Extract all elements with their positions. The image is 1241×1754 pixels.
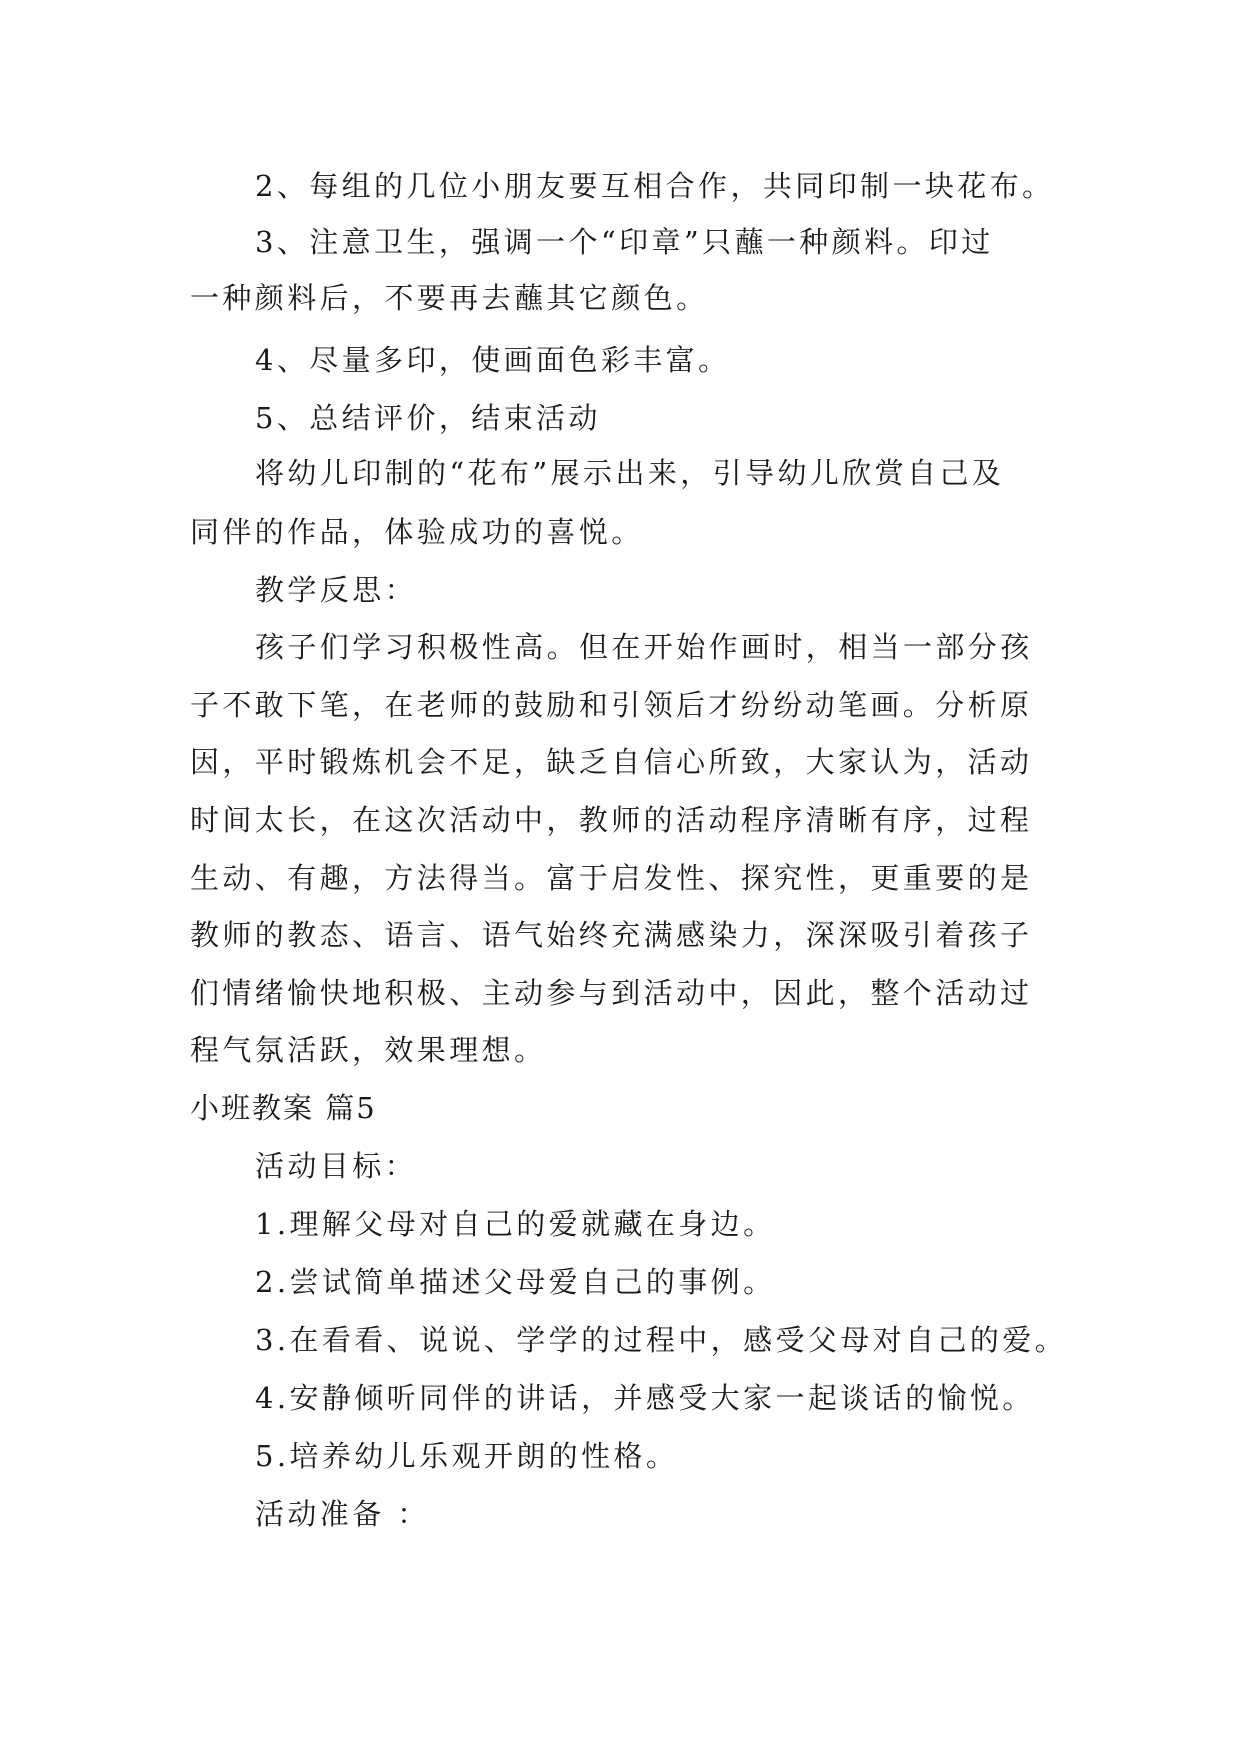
- step-4-line-1: 4、尽量多印，使画面色彩丰富。: [255, 343, 731, 377]
- step-2-line-1: 2、每组的几位小朋友要互相合作，共同印制一块花布。: [255, 169, 1055, 203]
- goal-1: 1.理解父母对自己的爱就藏在身边。: [255, 1207, 776, 1241]
- reflection-line-6: 教师的教态、语言、语气始终充满感染力，深深吸引着孩子: [190, 918, 1033, 952]
- preparation-heading: 活动准备 ：: [255, 1497, 430, 1531]
- reflection-line-8: 程气氛活跃，效果理想。: [190, 1033, 547, 1067]
- reflection-heading: 教学反思：: [255, 573, 418, 607]
- step-3-line-1: 3、注意卫生，强调一个“印章”只蘸一种颜料。印过: [255, 225, 994, 259]
- display-paragraph-line-2: 同伴的作品，体验成功的喜悦。: [190, 515, 644, 549]
- reflection-line-4: 时间太长，在这次活动中，教师的活动程序清晰有序，过程: [190, 803, 1033, 837]
- step-5-line-1: 5、总结评价，结束活动: [255, 401, 601, 435]
- section-heading: 小班教案 篇5: [190, 1091, 377, 1125]
- goal-4: 4.安静倾听同伴的讲话，并感受大家一起谈话的愉悦。: [255, 1381, 1035, 1415]
- goal-3: 3.在看看、说说、学学的过程中，感受父母对自己的爱。: [255, 1323, 1068, 1357]
- display-paragraph-line-1: 将幼儿印制的“花布”展示出来，引导幼儿欣赏自己及: [255, 456, 1005, 490]
- reflection-line-7: 们情绪愉快地积极、主动参与到活动中，因此，整个活动过: [190, 976, 1033, 1010]
- reflection-line-1: 孩子们学习积极性高。但在开始作画时，相当一部分孩: [255, 630, 1033, 664]
- goal-5: 5.培养幼儿乐观开朗的性格。: [255, 1439, 679, 1473]
- reflection-line-3: 因，平时锻炼机会不足，缺乏自信心所致，大家认为，活动: [190, 745, 1033, 779]
- goal-2: 2.尝试简单描述父母爱自己的事例。: [255, 1265, 776, 1299]
- reflection-line-2: 子不敢下笔，在老师的鼓励和引领后才纷纷动笔画。分析原: [190, 688, 1033, 722]
- reflection-line-5: 生动、有趣，方法得当。富于启发性、探究性，更重要的是: [190, 861, 1033, 895]
- step-3-line-2: 一种颜料后，不要再去蘸其它颜色。: [190, 281, 709, 315]
- goals-heading: 活动目标：: [255, 1149, 418, 1183]
